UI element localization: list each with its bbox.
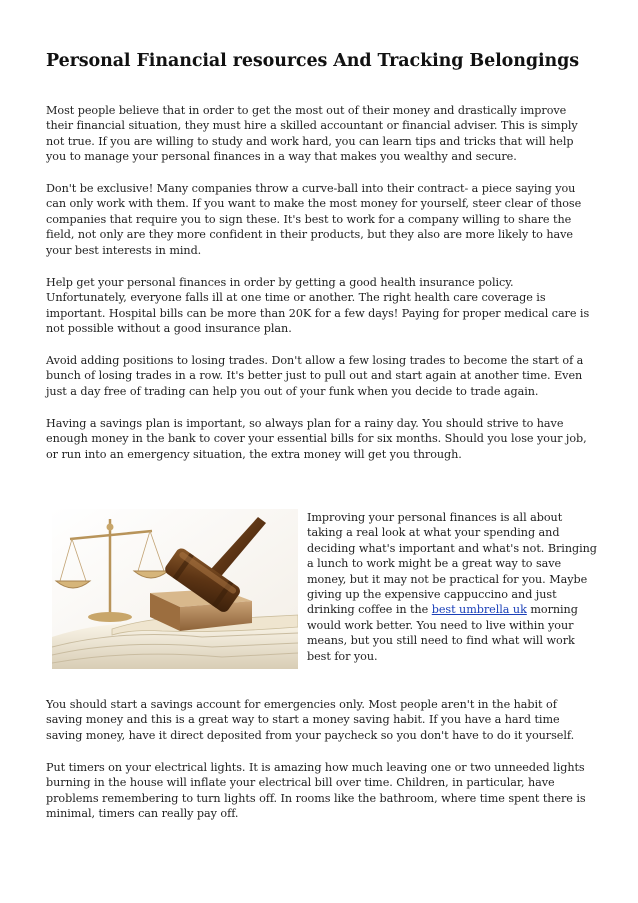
side-paragraph — [307, 510, 597, 664]
best-umbrella-link[interactable]: best umbrella uk — [431, 603, 527, 617]
paragraph-7: Put timers on your electrical lights. It is amazing how much leaving one or two unneeded lights burning in the house will inflate your electrical bill over time. Children, in particular, have problems remembering to turn lights off. In rooms like the bathroom, where time spent there is minimal, timers can really pay off. — [46, 761, 586, 821]
paragraph-5: Having a savings plan is important, so always plan for a rainy day. You should strive to have enough money in the bank to cover your essential bills for six months. Should you lose your job, or run into an emergency situation, the extra money will get you through. — [46, 417, 587, 461]
page-title: Personal Financial resources And Tracking Belongings — [46, 51, 580, 71]
side-text-start: Improving your personal finances is all about taking a real look at what your spending and deciding what's important and what's not. Bringing a lunch to work might be a great way to save money, but it may not be practical for you. Maybe giving up the expensive cappuccino and just drinking coffee in the — [307, 511, 597, 617]
paragraph-1: Most people believe that in order to get the most out of their money and drastically improve their financial situation, they must hire a skilled accountant or financial adviser. This is simply not true. If you are willing to study and work hard, you can learn tips and tricks that will help you to manage your personal finances in a way that makes you wealthy and secure. — [46, 104, 578, 164]
paragraph-4: Avoid adding positions to losing trades. Don't allow a few losing trades to become the start of a bunch of losing trades in a row. It's better just to pull out and start again at another time. Even just a day free of trading can help you out of your funk when you decide to trade again. — [46, 354, 584, 398]
paragraph-2: Don't be exclusive! Many companies throw a curve-ball into their contract- a piece saying you can only work with them. If you want to make the most money for yourself, steer clear of those companies that require you to sign these. It's best to work for a company willing to share the field, not only are they more confident in their products, but they also are more likely to have your best interests in mind. — [46, 182, 582, 257]
paragraph-3: Help get your personal finances in order by getting a good health insurance policy. Unfortunately, everyone falls ill at one time or another. The right health care coverage is important. Hospital bills can be more than 20K for a few days! Paying for proper medical care is not possible without a good insurance plan. — [46, 276, 590, 336]
gavel-books-scale-image — [52, 509, 298, 669]
paragraph-6: You should start a savings account for emergencies only. Most people aren't in the habit of saving money and this is a great way to start a money saving habit. If you have a hard time saving money, have it direct deposited from your paycheck so you don't have to do it yourself. — [46, 698, 575, 742]
side-text-end: morning would work better. You need to live within your means, but you still need to find what will work best for you. — [307, 603, 578, 663]
